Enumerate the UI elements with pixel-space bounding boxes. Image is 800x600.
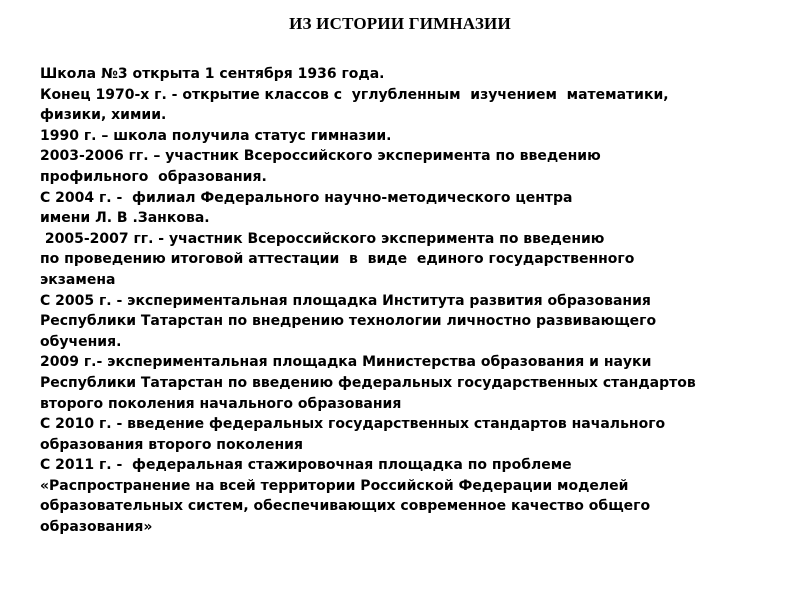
document-title: ИЗ ИСТОРИИ ГИМНАЗИИ (289, 14, 511, 33)
text-line: Конец 1970-х г. - открытие классов с углубленным изучением математики, (40, 86, 669, 103)
text-line: Республики Татарстан по введению федеральных государственных стандартов (40, 374, 696, 391)
text-line: обучения. (40, 333, 122, 350)
text-line: С 2004 г. - филиал Федерального научно-методического центра (40, 189, 573, 206)
text-line: 1990 г. – школа получила статус гимназии. (40, 127, 392, 144)
text-line: Школа №3 открыта 1 сентября 1936 года. (40, 66, 385, 82)
text-line: второго поколения начального образования (40, 395, 402, 412)
text-line: по проведению итоговой аттестации в виде единого государственного (40, 251, 635, 268)
text-line: экзамена (40, 271, 116, 288)
text-line: С 2005 г. - экспериментальная площадка Института развития образования (40, 292, 651, 309)
text-line: «Распространение на всей территории Российской Федерации моделей (40, 477, 629, 494)
text-line: С 2011 г. - федеральная стажировочная площадка по проблеме (40, 457, 572, 474)
text-line: Республики Татарстан по внедрению технологии личностно развивающего (40, 313, 657, 330)
text-line: профильного образования. (40, 168, 267, 185)
document-body (40, 64, 780, 538)
text-line: 2005-2007 гг. - участник Всероссийского эксперимента по введению (40, 230, 605, 247)
text-line: образования второго поколения (40, 436, 303, 453)
text-line: физики, химии. (40, 107, 167, 124)
text-line: 2009 г.- экспериментальная площадка Министерства образования и науки (40, 354, 652, 371)
text-line: С 2010 г. - введение федеральных государственных стандартов начального (40, 416, 666, 433)
text-line: имени Л. В .Занкова. (40, 210, 210, 227)
text-line: образовательных систем, обеспечивающих современное качество общего (40, 498, 651, 515)
text-line: 2003-2006 гг. – участник Всероссийского эксперимента по введению (40, 148, 601, 165)
text-line: образования» (40, 519, 153, 536)
